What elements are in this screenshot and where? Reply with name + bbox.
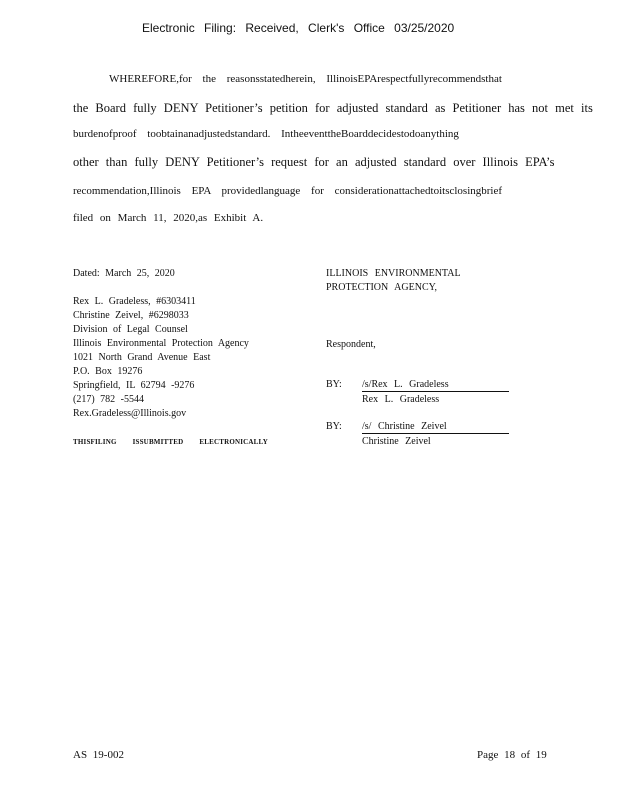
agency-name-line2: PROTECTION AGENCY, xyxy=(326,282,438,293)
counsel-block xyxy=(73,295,249,421)
counsel-line: Springfield, IL 62794 -9276 xyxy=(73,380,195,391)
counsel-line: Division of Legal Counsel xyxy=(73,324,188,335)
counsel-line: Rex.Gradeless@Illinois.gov xyxy=(73,408,187,419)
filing-stamp-header: Electronic Filing: Received, Clerk's Office 03/25/2020 xyxy=(142,21,455,35)
signatory-name: Rex L. Gradeless xyxy=(362,394,440,405)
electronic-filing-notice: THISFILING ISSUBMITTED ELECTRONICALLY xyxy=(73,438,269,446)
counsel-line: Rex L. Gradeless, #6303411 xyxy=(73,296,196,307)
by-label: BY: xyxy=(326,379,342,390)
by-label: BY: xyxy=(326,421,342,432)
case-number: AS 19-002 xyxy=(73,749,124,761)
signature-line xyxy=(362,420,509,434)
signature-text: /s/Rex L. Gradeless xyxy=(362,379,449,390)
counsel-line: P.O. Box 19276 xyxy=(73,366,143,377)
respondent-label: Respondent, xyxy=(326,339,376,350)
signatory-name: Christine Zeivel xyxy=(362,436,431,447)
signature-line xyxy=(362,378,509,392)
body-line: recommendation,Illinois EPA providedlanguage for considerationattachedtoitsclosingbrief xyxy=(73,185,503,197)
agency-name xyxy=(326,267,461,295)
body-line: the Board fully DENY Petitioner’s petition for adjusted standard as Petitioner has not met its xyxy=(73,101,593,115)
counsel-line: Illinois Environmental Protection Agency xyxy=(73,338,249,349)
body-line: filed on March 11, 2020,as Exhibit A. xyxy=(73,212,264,224)
body-line: burdenofproof toobtainanadjustedstandard. IntheeventtheBoarddecidestodoanything xyxy=(73,128,459,140)
page-number: Page 18 of 19 xyxy=(477,749,547,761)
counsel-line: Christine Zeivel, #6298033 xyxy=(73,310,189,321)
signature-text: /s/ Christine Zeivel xyxy=(362,421,447,432)
body-line: WHEREFORE,for the reasonsstatedherein, IllinoisEPArespectfullyrecommendsthat xyxy=(109,73,502,85)
agency-name-line1: ILLINOIS ENVIRONMENTAL xyxy=(326,268,461,279)
body-line: other than fully DENY Petitioner’s request for an adjusted standard over Illinois EPA’s xyxy=(73,155,555,169)
counsel-line: 1021 North Grand Avenue East xyxy=(73,352,211,363)
dated-line: Dated: March 25, 2020 xyxy=(73,268,175,279)
counsel-line: (217) 782 -5544 xyxy=(73,394,144,405)
